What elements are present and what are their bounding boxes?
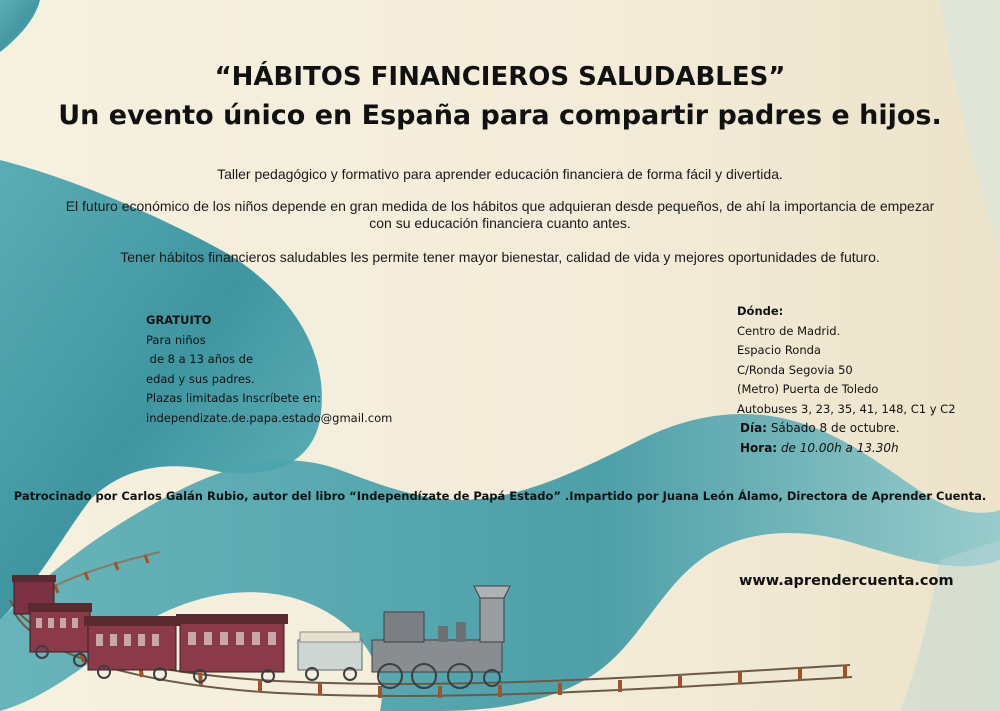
info-line: Centro de Madrid.: [737, 323, 841, 338]
event-subtitle: Un evento único en España para compartir padres e hijos.: [58, 100, 942, 131]
sponsor-line: Patrocinado por Carlos Galán Rubio, autor del libro “Independízate de Papá Estado” .Impartido por Juana León Álamo, Directora de Aprender Cuenta.: [13, 489, 987, 503]
info-line: Espacio Ronda: [737, 343, 821, 357]
date-label: Día:: [740, 421, 767, 435]
time-line: [737, 439, 956, 459]
info-line: Autobuses 3, 23, 35, 41, 148, C1 y C2: [737, 401, 956, 416]
contact-email: independizate.de.papa.estado@gmail.com: [146, 410, 393, 425]
free-heading: GRATUITO: [146, 313, 212, 327]
info-line: (Metro) Puerta de Toledo: [737, 382, 879, 396]
audience-info: [146, 311, 392, 428]
benefits-paragraph: Tener hábitos financieros saludables les permite tener mayor bienestar, calidad de vida y mejores oportunidades de futuro.: [120, 249, 880, 265]
website-link[interactable]: www.aprendercuenta.com: [739, 573, 954, 589]
intro-paragraph: Taller pedagógico y formativo para aprender educación financiera de forma fácil y divertida.: [217, 166, 783, 182]
location-info: [737, 302, 956, 458]
info-line: edad y sus padres.: [146, 371, 255, 386]
info-line: de 8 a 13 años de: [146, 352, 254, 366]
future-paragraph: El futuro económico de los niños depende en gran medida de los hábitos que adquieran desde pequeños, de ahí la importancia de empezar con su educación financiera cuanto antes.: [65, 198, 935, 231]
date-line: [737, 419, 956, 439]
info-line: C/Ronda Segovia 50: [737, 362, 853, 377]
info-line: Plazas limitadas Inscríbete en:: [146, 391, 322, 405]
location-heading: Dónde:: [737, 304, 784, 318]
event-title: “HÁBITOS FINANCIEROS SALUDABLES”: [214, 62, 786, 92]
info-line: Para niños: [146, 332, 206, 347]
time-value: de 10.00h a 13.30h: [780, 440, 899, 455]
train-illustration: [0, 540, 860, 711]
date-value: Sábado 8 de octubre.: [770, 421, 900, 435]
time-label: Hora:: [740, 440, 778, 455]
